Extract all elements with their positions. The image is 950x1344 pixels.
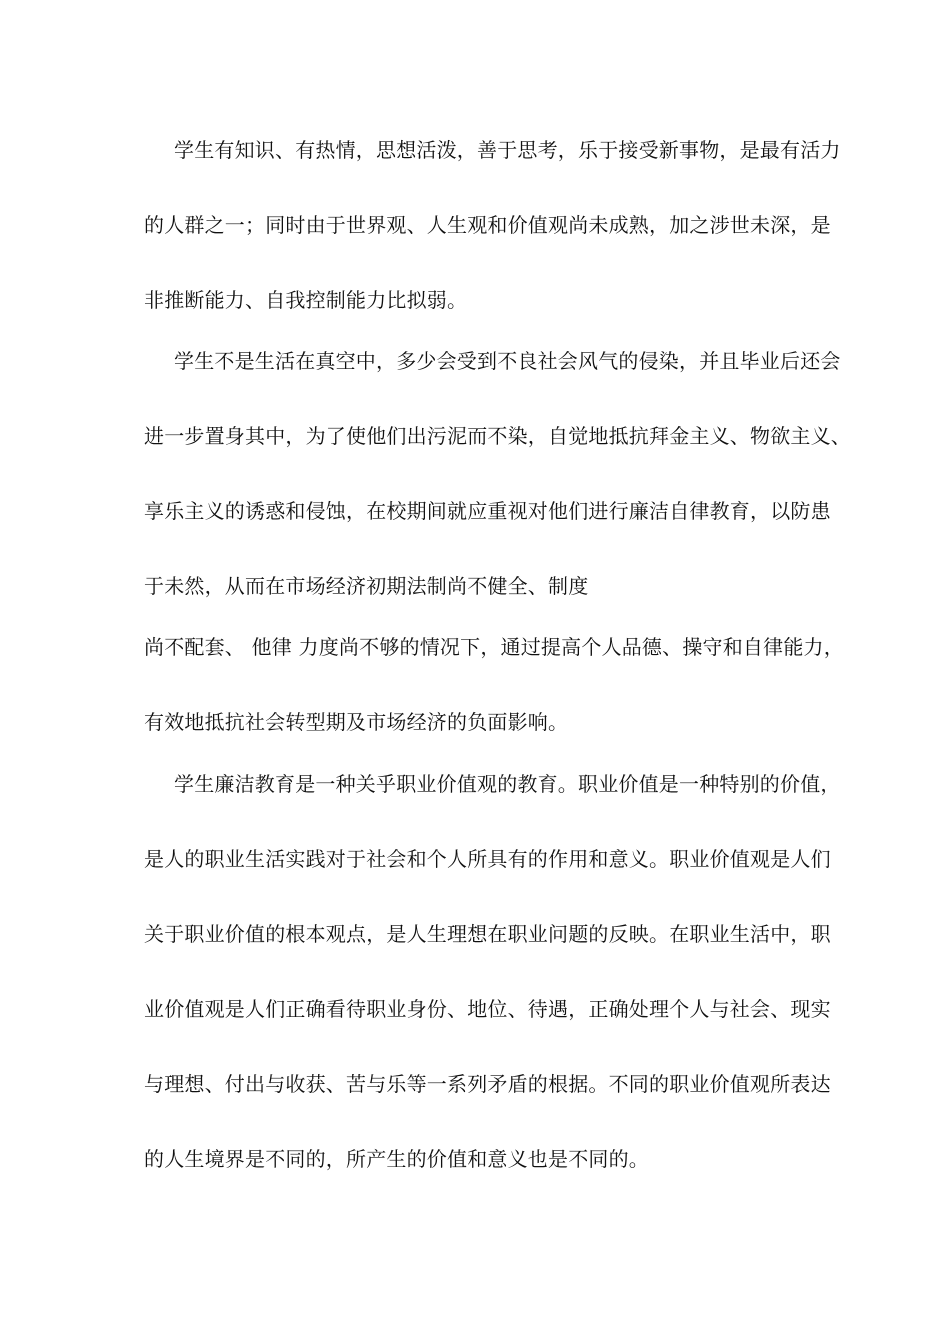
paragraph-3-line-4: 业价值观是人们正确看待职业身份、地位、待遇，正确处理个人与社会、现实 <box>144 997 831 1021</box>
paragraph-3-line-3: 关于职业价值的根本观点，是人生理想在职业问题的反映。在职业生活中，职 <box>144 922 831 946</box>
paragraph-2-line-4: 于未然，从而在市场经济初期法制尚不健全、制度 <box>144 574 589 598</box>
paragraph-3-line-6: 的人生境界是不同的，所产生的价值和意义也是不同的。 <box>144 1147 649 1171</box>
paragraph-2-line-5: 尚不配套、 他律 力度尚不够的情况下，通过提高个人品德、操守和自律能力， <box>144 635 844 659</box>
paragraph-3-line-2: 是人的职业生活实践对于社会和个人所具有的作用和意义。职业价值观是人们 <box>144 847 831 871</box>
paragraph-2-line-6: 有效地抵抗社会转型期及市场经济的负面影响。 <box>144 710 569 734</box>
paragraph-3-line-1: 学生廉洁教育是一种关乎职业价值观的教育。职业价值是一种特别的价值， <box>174 772 841 796</box>
paragraph-3-line-5: 与理想、付出与收获、苦与乐等一系列矛盾的根据。不同的职业价值观所表达 <box>144 1072 831 1096</box>
paragraph-2-line-1: 学生不是生活在真空中，多少会受到不良社会风气的侵染，并且毕业后还会 <box>174 349 841 373</box>
paragraph-2-line-3: 享乐主义的诱惑和侵蚀，在校期间就应重视对他们进行廉洁自律教育，以防患 <box>144 499 831 523</box>
paragraph-1-line-3: 非推断能力、自我控制能力比拟弱。 <box>144 288 468 312</box>
paragraph-1-line-1: 学生有知识、有热情，思想活泼，善于思考，乐于接受新事物，是最有活力 <box>174 138 841 162</box>
paragraph-1-line-2: 的人群之一；同时由于世界观、人生观和价值观尚未成熟，加之涉世未深，是 <box>144 213 831 237</box>
paragraph-2-line-2: 进一步置身其中，为了使他们出污泥而不染，自觉地抵抗拜金主义、物欲主义、 <box>144 424 851 448</box>
